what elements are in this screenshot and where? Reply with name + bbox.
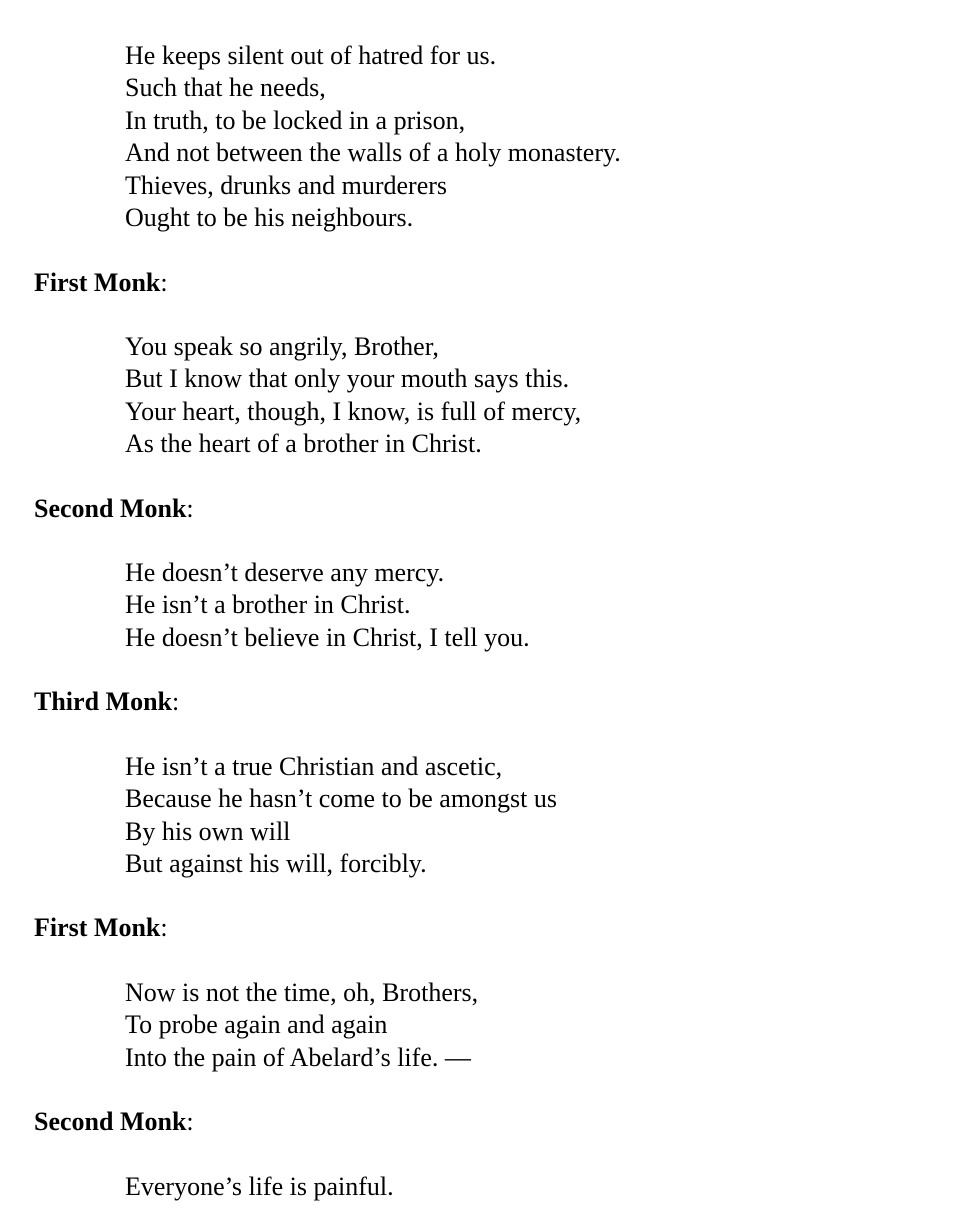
verse-line: By his own will <box>125 816 291 846</box>
verse-line: Ought to be his neighbours. <box>125 202 414 232</box>
speaker-heading <box>34 493 194 525</box>
verse-block <box>125 1171 394 1203</box>
speaker-colon: : <box>172 687 180 716</box>
verse-line: Everyone’s life is painful. <box>125 1172 394 1201</box>
speaker-colon: : <box>186 1107 194 1136</box>
speaker-name: First Monk <box>34 268 161 297</box>
speaker-name: Third Monk <box>34 687 172 716</box>
verse-line: He isn’t a brother in Christ. <box>125 590 411 620</box>
verse-line: Such that he needs, <box>125 73 326 103</box>
verse-line: He isn’t a true Christian and ascetic, <box>125 752 503 781</box>
verse-line: Now is not the time, oh, Brothers, <box>125 978 479 1007</box>
verse-block <box>125 751 557 881</box>
verse-line: Into the pain of Abelard’s life. — <box>125 1042 471 1072</box>
verse-block <box>125 977 478 1074</box>
verse-line: Thieves, drunks and murderers <box>125 170 448 200</box>
verse-line: In truth, to be locked in a prison, <box>125 105 466 135</box>
verse-line: But against his will, forcibly. <box>125 849 427 879</box>
verse-line: He doesn’t deserve any mercy. <box>125 558 445 587</box>
speaker-name: Second Monk <box>34 1107 187 1136</box>
verse-block <box>125 40 621 234</box>
verse-line: And not between the walls of a holy monastery. <box>125 138 621 168</box>
speaker-colon: : <box>186 494 194 523</box>
verse-line: He doesn’t believe in Christ, I tell you. <box>125 622 530 652</box>
verse-line: But I know that only your mouth says this. <box>125 364 570 394</box>
verse-block <box>125 331 581 461</box>
speaker-heading <box>34 267 168 299</box>
speaker-heading <box>34 1106 194 1138</box>
speaker-colon: : <box>160 913 168 942</box>
speaker-heading <box>34 686 179 718</box>
verse-line: To probe again and again <box>125 1010 388 1040</box>
verse-line: As the heart of a brother in Christ. <box>125 429 482 459</box>
verse-line: Your heart, though, I know, is full of mercy, <box>125 396 582 426</box>
speaker-name: First Monk <box>34 913 161 942</box>
speaker-colon: : <box>160 268 168 297</box>
verse-line: He keeps silent out of hatred for us. <box>125 41 497 70</box>
speaker-heading <box>34 912 168 944</box>
verse-line: Because he hasn’t come to be amongst us <box>125 784 558 814</box>
verse-block <box>125 557 530 654</box>
speaker-name: Second Monk <box>34 494 187 523</box>
verse-line: You speak so angrily, Brother, <box>125 332 439 361</box>
